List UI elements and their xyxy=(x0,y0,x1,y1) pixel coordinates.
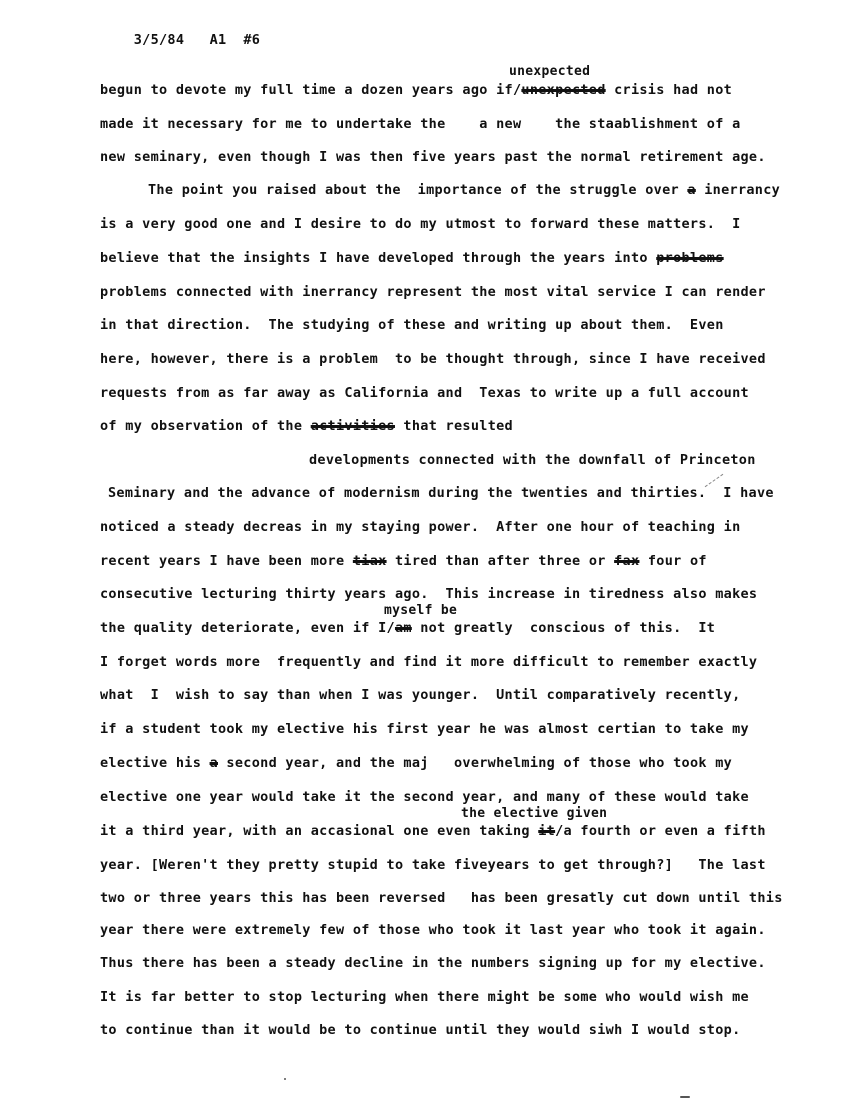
text-line-23: it a third year, with an accasional one even taking it/a fourth or even a fifth xyxy=(100,823,766,839)
text-line-4: The point you raised about the importance of the struggle over a inerrancy xyxy=(148,182,781,198)
struck-word: it xyxy=(538,823,556,839)
text-line-16: consecutive lecturing thirty years ago. This increase in tiredness also makes xyxy=(100,586,758,602)
header-page-number: #6 xyxy=(243,32,261,48)
header-date: 3/5/84 xyxy=(133,32,185,48)
text-line-21: elective his a second year, and the maj overwhelming of those who took my xyxy=(100,755,733,771)
text-line-11: of my observation of the activities that resulted xyxy=(100,418,513,434)
struck-word: fax xyxy=(614,553,640,569)
struck-word: activities xyxy=(310,418,395,434)
insertion-myself-be: myself be xyxy=(384,603,458,618)
insertion-the-elective-given: the elective given xyxy=(461,806,608,821)
text-line-24: year. [Weren't they pretty stupid to take fiveyears to get through?] The last xyxy=(100,857,766,873)
text-line-19: what I wish to say than when I was younger. Until comparatively recently, xyxy=(100,687,741,703)
text-line-25: two or three years this has been reversed has been gresatly cut down until this xyxy=(100,890,783,906)
struck-word: tiax xyxy=(352,553,387,569)
text-line-1: begun to devote my full time a dozen years ago if/unexpected crisis had not xyxy=(100,82,733,98)
text-line-10: requests from as far away as California and Texas to write up a full account xyxy=(100,385,749,401)
text-line-15: recent years I have been more tiax tired than after three or fax four of xyxy=(100,553,707,569)
struck-word: am xyxy=(394,620,412,636)
struck-word: a xyxy=(687,182,696,198)
paper-speck xyxy=(284,1078,286,1080)
text-line-2: made it necessary for me to undertake the a new the staablishment of a xyxy=(100,116,741,132)
text-line-6: believe that the insights I have developed through the years into problems xyxy=(100,250,724,266)
page-header xyxy=(100,16,260,64)
text-line-14: noticed a steady decreas in my staying power. After one hour of teaching in xyxy=(100,519,741,535)
text-line-29: to continue than it would be to continue until they would siwh I would stop. xyxy=(100,1022,741,1038)
text-line-18: I forget words more frequently and find it more difficult to remember exactly xyxy=(100,654,758,670)
text-line-5: is a very good one and I desire to do my utmost to forward these matters. I xyxy=(100,216,741,232)
struck-word: a xyxy=(209,755,218,771)
insertion-unexpected: unexpected xyxy=(509,64,591,79)
text-line-3: new seminary, even though I was then five years past the normal retirement age. xyxy=(100,149,766,165)
text-line-13: Seminary and the advance of modernism during the twenties and thirties. I have xyxy=(108,485,774,501)
text-line-28: It is far better to stop lecturing when there might be some who would wish me xyxy=(100,989,749,1005)
text-line-17: the quality deteriorate, even if I/am not greatly conscious of this. It xyxy=(100,620,716,636)
text-line-27: Thus there has been a steady decline in the numbers signing up for my elective. xyxy=(100,955,766,971)
text-line-8: in that direction. The studying of these and writing up about them. Even xyxy=(100,317,724,333)
text-line-9: here, however, there is a problem to be thought through, since I have received xyxy=(100,351,766,367)
text-line-7: problems connected with inerrancy represent the most vital service I can render xyxy=(100,284,766,300)
text-line-22: elective one year would take it the second year, and many of these would take xyxy=(100,789,749,805)
header-ref: A1 xyxy=(209,32,227,48)
text-line-20: if a student took my elective his first year he was almost certian to take my xyxy=(100,721,749,737)
paper-speck xyxy=(680,1096,690,1098)
struck-word: unexpected xyxy=(521,82,606,98)
text-line-26: year there were extremely few of those who took it last year who took it again. xyxy=(100,922,766,938)
text-line-12: developments connected with the downfall of Princeton xyxy=(309,452,756,468)
struck-word: problems xyxy=(656,250,724,266)
